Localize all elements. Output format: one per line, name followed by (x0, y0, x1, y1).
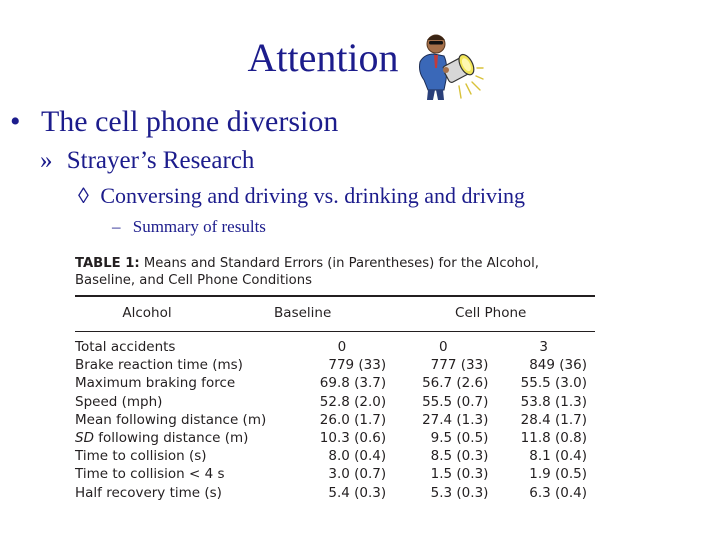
cell-cell-phone: 53.8 (1.3) (520, 393, 587, 410)
bullet-level4 (112, 216, 266, 238)
cell-cell-phone: 55.5 (3.0) (520, 375, 587, 392)
table-caption-label: TABLE 1: (75, 256, 140, 271)
table-row (75, 356, 595, 374)
cell-alcohol: 69.8 (3.7) (319, 375, 387, 392)
bullet-level2 (40, 146, 254, 176)
bullet-text: Summary of results (132, 217, 266, 236)
bullet-marker: – (112, 217, 121, 236)
row-label-italic: SD (75, 430, 94, 447)
results-table (75, 297, 595, 323)
cell-baseline: 55.5 (0.7) (422, 393, 489, 410)
row-label-rest: following distance (m) (93, 430, 249, 447)
cell-cell-phone: 6.3 (0.4) (529, 484, 587, 501)
row-label (75, 429, 298, 447)
cell-alcohol: 3.0 (0.7) (328, 466, 387, 483)
table-row (75, 393, 595, 411)
cell-baseline: 5.3 (0.3) (430, 484, 489, 501)
row-label: Half recovery time (s) (75, 484, 222, 501)
bullet-marker: • (10, 105, 21, 138)
slide-title: Attention (247, 35, 399, 80)
cell-cell-phone: 11.8 (0.8) (520, 430, 587, 447)
table-caption-text: Means and Standard Errors (in Parentheses) for the Alcohol, Baseline, and Cell Phone Conditions (75, 256, 539, 288)
cell-alcohol: 0 (337, 339, 347, 355)
row-label: Maximum braking force (75, 375, 236, 392)
bullet-marker: » (40, 147, 53, 174)
table-row (75, 411, 595, 429)
table-row (75, 465, 595, 483)
table-row (75, 447, 595, 465)
cell-alcohol: 779 (33) (328, 357, 387, 374)
bullet-text: Strayer’s Research (66, 147, 255, 174)
cell-alcohol: 26.0 (1.7) (319, 411, 387, 428)
cell-baseline: 777 (33) (430, 357, 489, 374)
bullet-text: The cell phone diversion (40, 105, 339, 138)
table-caption (75, 255, 595, 289)
cell-baseline: 0 (438, 339, 448, 355)
table-row (75, 374, 595, 392)
bullet-level1 (10, 104, 338, 140)
row-label: Time to collision (s) (75, 448, 207, 465)
cell-baseline: 56.7 (2.6) (422, 375, 489, 392)
row-label: Mean following distance (m) (75, 411, 267, 428)
table-row (75, 429, 595, 447)
results-table-body (75, 332, 595, 502)
cell-cell-phone: 8.1 (0.4) (529, 448, 587, 465)
row-label: Speed (mph) (75, 393, 163, 410)
cell-alcohol: 5.4 (0.3) (328, 484, 387, 501)
table-header-row (75, 297, 595, 323)
cell-alcohol: 10.3 (0.6) (319, 430, 387, 447)
cell-baseline: 27.4 (1.3) (422, 411, 489, 428)
cell-baseline: 1.5 (0.3) (430, 466, 489, 483)
row-label: Total accidents (75, 339, 176, 355)
cell-baseline: 9.5 (0.5) (430, 430, 489, 447)
column-header-cell-phone: Cell Phone (455, 305, 527, 321)
bullet-marker: ◊ (78, 183, 89, 208)
row-label: Brake reaction time (ms) (75, 357, 243, 374)
bullet-level3 (78, 182, 525, 210)
row-label: Time to collision < 4 s (75, 466, 225, 483)
cell-cell-phone: 849 (36) (529, 357, 587, 374)
cell-cell-phone: 3 (539, 339, 548, 355)
cell-cell-phone: 28.4 (1.7) (520, 411, 587, 428)
table-row (75, 484, 595, 502)
cell-alcohol: 52.8 (2.0) (319, 393, 387, 410)
column-header-baseline: Baseline (274, 305, 332, 321)
table-row (75, 332, 595, 356)
spotlight-man-icon (414, 24, 484, 102)
results-table-figure (75, 255, 595, 502)
column-header-alcohol: Alcohol (122, 305, 172, 321)
cell-cell-phone: 1.9 (0.5) (529, 466, 587, 483)
cell-baseline: 8.5 (0.3) (430, 448, 489, 465)
cell-alcohol: 8.0 (0.4) (328, 448, 387, 465)
bullet-text: Conversing and driving vs. drinking and driving (100, 183, 526, 208)
